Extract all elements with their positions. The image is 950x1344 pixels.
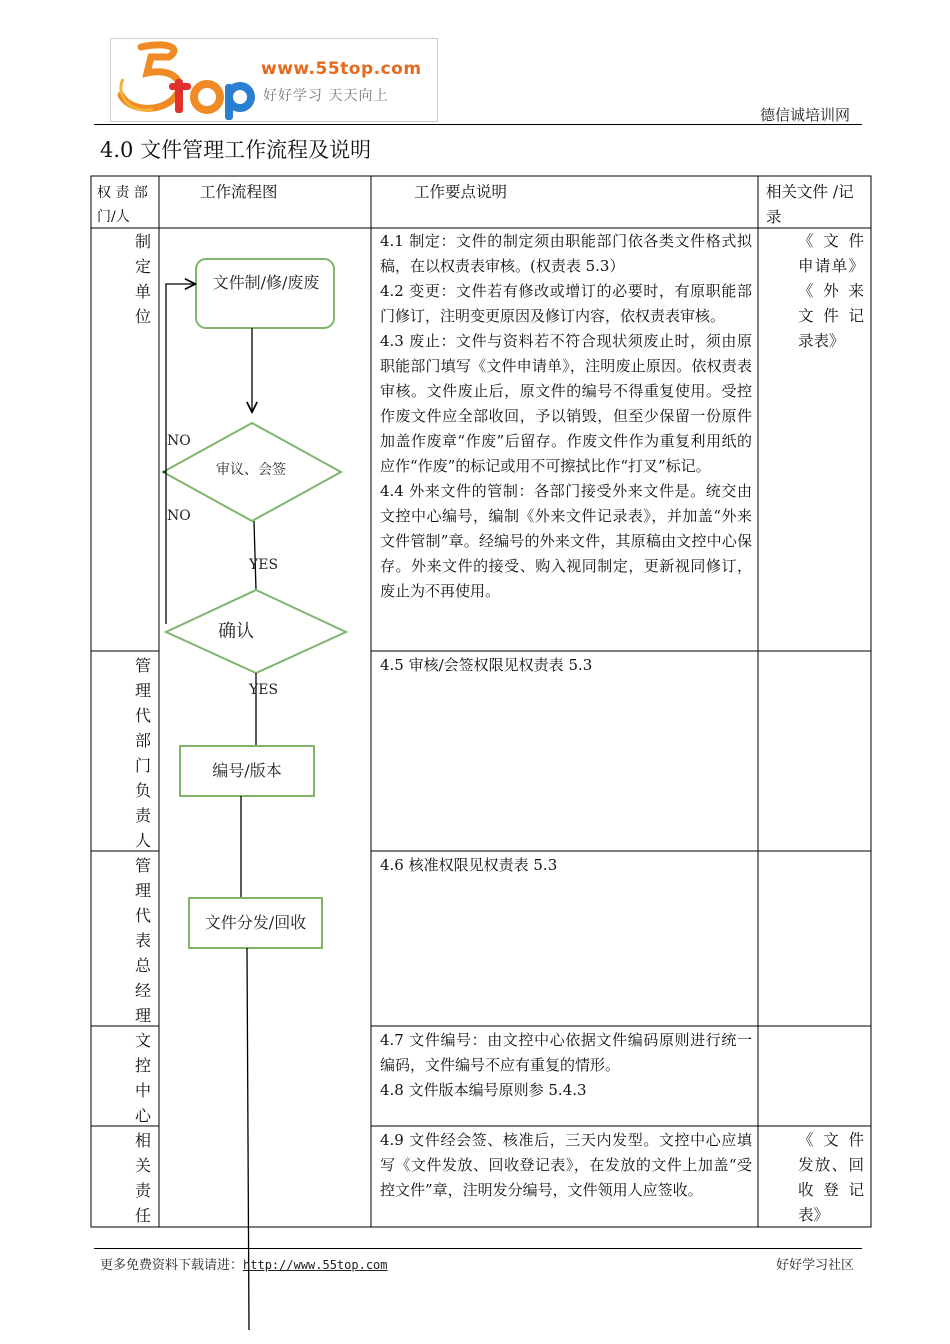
flow-label-distribute: 文件分发/回收	[204, 913, 307, 932]
flow-label-start: 文件制/修/废废	[212, 273, 320, 292]
point-4-3: 4.3 废止：文件与资料若不符合现状须废止时，须由原职能部门填写《文件申请单》，注明废止原因。依权责表审核。文件废止后，原文件的编号不得重复使用。受控作废文件应全部收回，予以销毁，但至少保留一份原件加盖作废章“作废”后留存。作废文件作为重复利用纸的应作“作废”的标记或用不可擦拭比作“打叉”标记。	[380, 332, 752, 475]
col-header-dept: 权 责 部 门/人	[97, 185, 148, 225]
logo-slogan: 好好学习 天天向上	[263, 88, 389, 104]
footer-divider	[94, 1248, 862, 1249]
flow-edge-review-confirm	[254, 521, 256, 590]
point-4-4: 4.4 外来文件的管制：各部门接受外来文件是。统交由文控中心编号，编制《外来文件记录表》，并加盖“外来文件管制”章。经编号的外来文件，其原稿由文控中心保存。外来文件的接受、购入视同制定，更新视同修订，废止为不再使用。	[380, 482, 752, 600]
dept-row-5: 相关责任	[134, 1131, 151, 1225]
dept-row-4: 文控中心	[134, 1031, 151, 1125]
flow-label-number: 编号/版本	[212, 761, 282, 780]
docs-row-5: 《 文 件 发放、回 收 登 记 表》	[798, 1131, 864, 1224]
flow-edge-no-loop	[166, 284, 194, 624]
footer-download-text: 更多免费资料下载请进：	[100, 1258, 244, 1273]
col-header-flow: 工作流程图	[200, 183, 278, 201]
flow-label-confirm: 确认	[218, 621, 254, 642]
footer-left	[100, 1254, 388, 1273]
point-4-7: 4.7 文件编号：由文控中心依据文件编码原则进行统一编码，文件编号不应有重复的情形。	[380, 1031, 752, 1074]
flow-label-review: 审议、会签	[216, 462, 286, 478]
col-header-docs: 相关文件 /记录	[766, 183, 854, 226]
flow-label-yes-2: YES	[249, 682, 279, 698]
flow-label-no-2: NO	[167, 508, 191, 524]
footer-right: 好好学习社区	[775, 1258, 854, 1273]
point-4-1: 4.1 制定：文件的制定须由职能部门依各类文件格式拟稿，在以权责表审核。(权责表 5.3）	[380, 232, 752, 275]
dept-row-1: 制定单位	[134, 232, 151, 326]
dept-row-3: 管理代表总经理	[134, 856, 151, 1025]
point-4-5: 4.5 审核/会签权限见权责表 5.3	[380, 656, 593, 674]
site-name: 德信诚培训网	[759, 106, 850, 124]
dept-row-2: 管理代部门负责人	[134, 656, 151, 850]
point-4-2: 4.2 变更：文件若有修改或增订的必要时，有原职能部门修订，注明变更原因及修订内容，依权责表审核。	[380, 282, 752, 325]
flow-label-yes-1: YES	[249, 557, 279, 573]
point-4-6: 4.6 核准权限见权责表 5.3	[380, 856, 558, 874]
page-title: 4.0 文件管理工作流程及说明	[100, 138, 372, 162]
col-header-points: 工作要点说明	[414, 183, 508, 201]
docs-row-1: 《 文 件 申请单》《 外 来 文 件 记 录表》	[798, 232, 864, 350]
logo-url: www.55top.com	[261, 59, 422, 79]
footer-link[interactable]: http://www.55top.com	[243, 1258, 388, 1272]
flow-label-no-1: NO	[167, 433, 191, 449]
point-4-9: 4.9 文件经会签、核准后，三天内发型。文控中心应填写《文件发放、回收登记表》，在发放的文件上加盖“受控文件”章，注明发分编号，文件领用人应签收。	[380, 1131, 752, 1199]
point-4-8: 4.8 文件版本编号原则参 5.4.3	[380, 1081, 587, 1099]
